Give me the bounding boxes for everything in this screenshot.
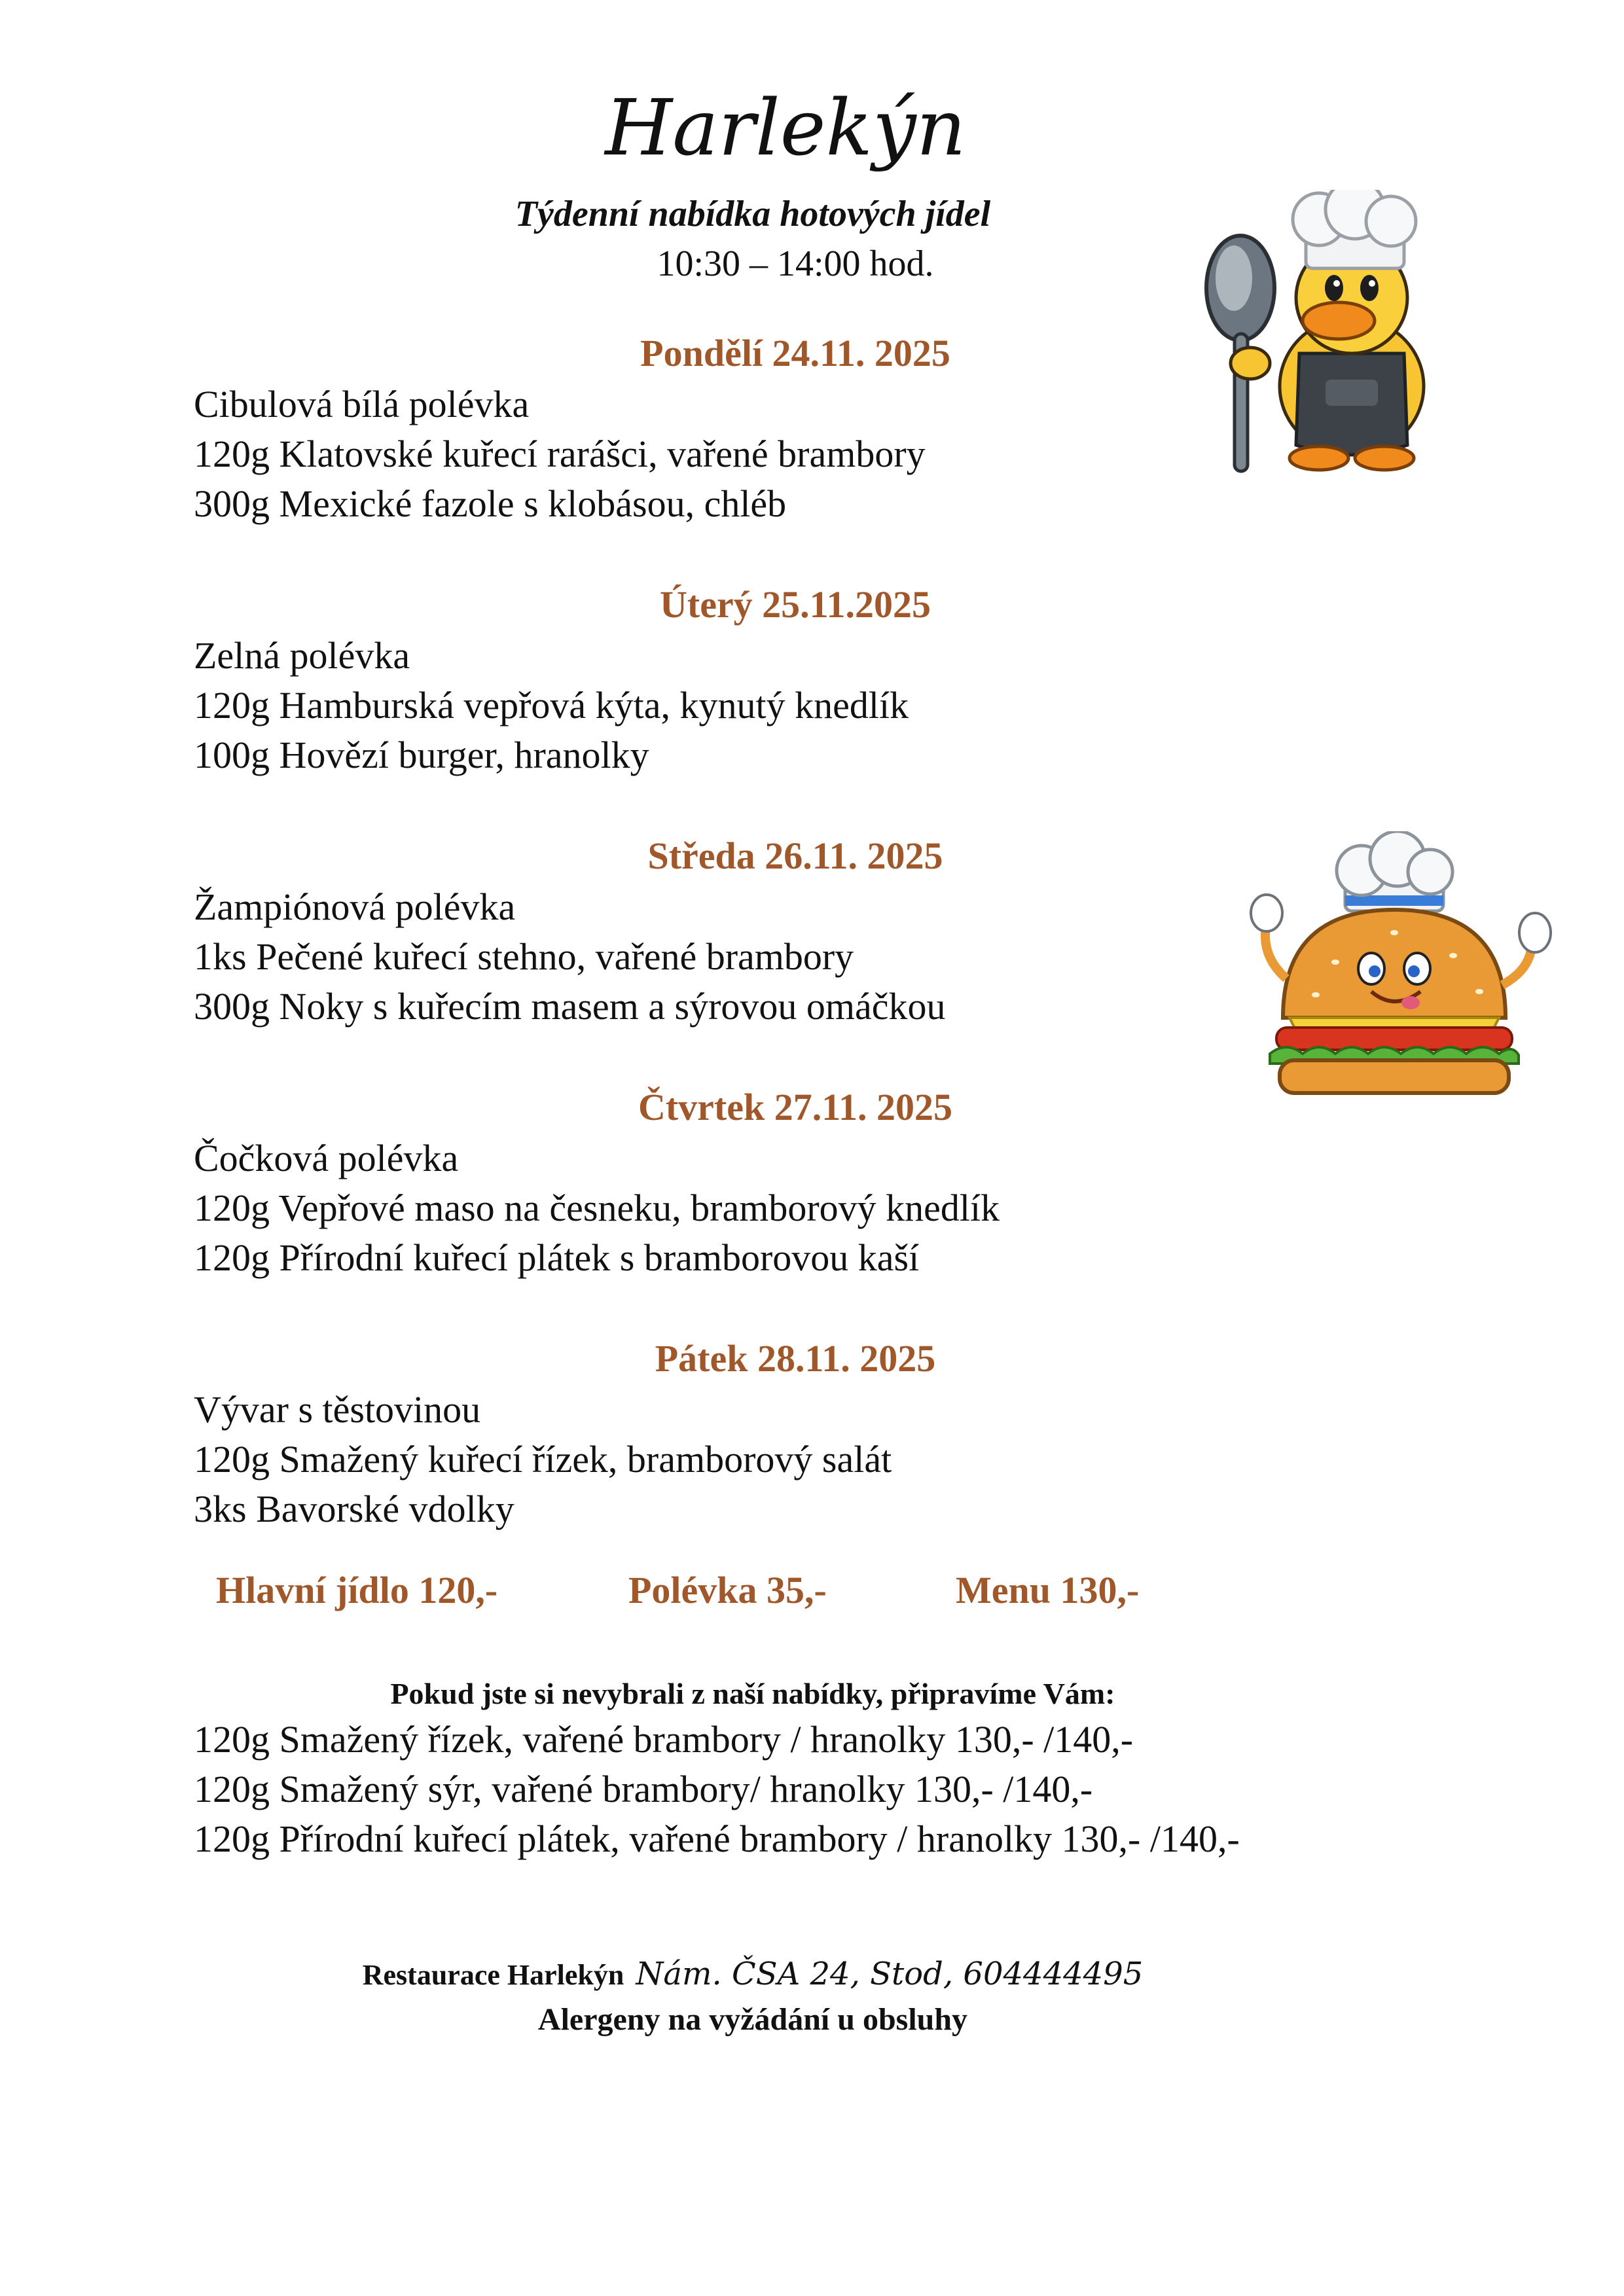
dish-item: 300g Mexické fazole s klobásou, chléb <box>194 482 787 525</box>
price-menu: Menu 130,- <box>956 1569 1140 1611</box>
dish-item: 120g Smažený kuřecí řízek, bramborový salát <box>194 1438 892 1480</box>
price-main-dish: Hlavní jídlo 120,- <box>216 1569 498 1611</box>
restaurant-address: Nám. ČSA 24, Stod, 604444495 <box>636 1956 1144 1992</box>
restaurant-name: Restaurace Harlekýn <box>362 1959 624 1991</box>
opening-hours: 10:30 – 14:00 hod. <box>657 243 934 284</box>
dish-item: 120g Klatovské kuřecí rarášci, vařené brambory <box>194 433 926 475</box>
restaurant-contact <box>0 1953 1506 1996</box>
day-heading-friday: Pátek 28.11. 2025 <box>655 1337 936 1380</box>
extra-item: 120g Smažený řízek, vařené brambory / hranolky 130,- /140,- <box>194 1718 1134 1761</box>
restaurant-title: Harlekýn <box>605 82 966 173</box>
dish-item: Žampiónová polévka <box>194 886 516 928</box>
day-heading-tuesday: Úterý 25.11.2025 <box>660 583 931 626</box>
dish-item: Zelná polévka <box>194 634 410 677</box>
extra-item: 120g Smažený sýr, vařené brambory/ hranolky 130,- /140,- <box>194 1768 1093 1810</box>
dish-item: 120g Hamburská vepřová kýta, kynutý knedlík <box>194 684 909 726</box>
burger-mascot-illustration <box>1231 831 1558 1106</box>
allergens-note: Alergeny na vyžádání u obsluhy <box>537 2002 968 2037</box>
dish-item: 1ks Pečené kuřecí stehno, vařené brambory <box>194 935 854 978</box>
extra-offer-heading: Pokud jste si nevybrali z naší nabídky, připravíme Vám: <box>390 1677 1115 1710</box>
dish-item: 3ks Bavorské vdolky <box>194 1488 514 1530</box>
menu-subtitle: Týdenní nabídka hotových jídel <box>514 194 991 234</box>
day-heading-monday: Pondělí 24.11. 2025 <box>640 332 950 374</box>
dish-item: 120g Vepřové maso na česneku, bramborový knedlík <box>194 1187 1000 1229</box>
dish-item: Vývar s těstovinou <box>194 1388 481 1431</box>
chef-duck-illustration <box>1178 190 1466 478</box>
dish-item: 300g Noky s kuřecím masem a sýrovou omáčkou <box>194 985 946 1028</box>
dish-item: Čočková polévka <box>194 1137 459 1179</box>
extra-item: 120g Přírodní kuřecí plátek, vařené brambory / hranolky 130,- /140,- <box>194 1818 1240 1860</box>
day-heading-wednesday: Středa 26.11. 2025 <box>647 834 943 877</box>
price-soup: Polévka 35,- <box>628 1569 827 1611</box>
day-heading-thursday: Čtvrtek 27.11. 2025 <box>638 1086 953 1128</box>
dish-item: Cibulová bílá polévka <box>194 383 530 425</box>
dish-item: 100g Hovězí burger, hranolky <box>194 734 649 776</box>
dish-item: 120g Přírodní kuřecí plátek s bramborovou kaší <box>194 1236 920 1279</box>
